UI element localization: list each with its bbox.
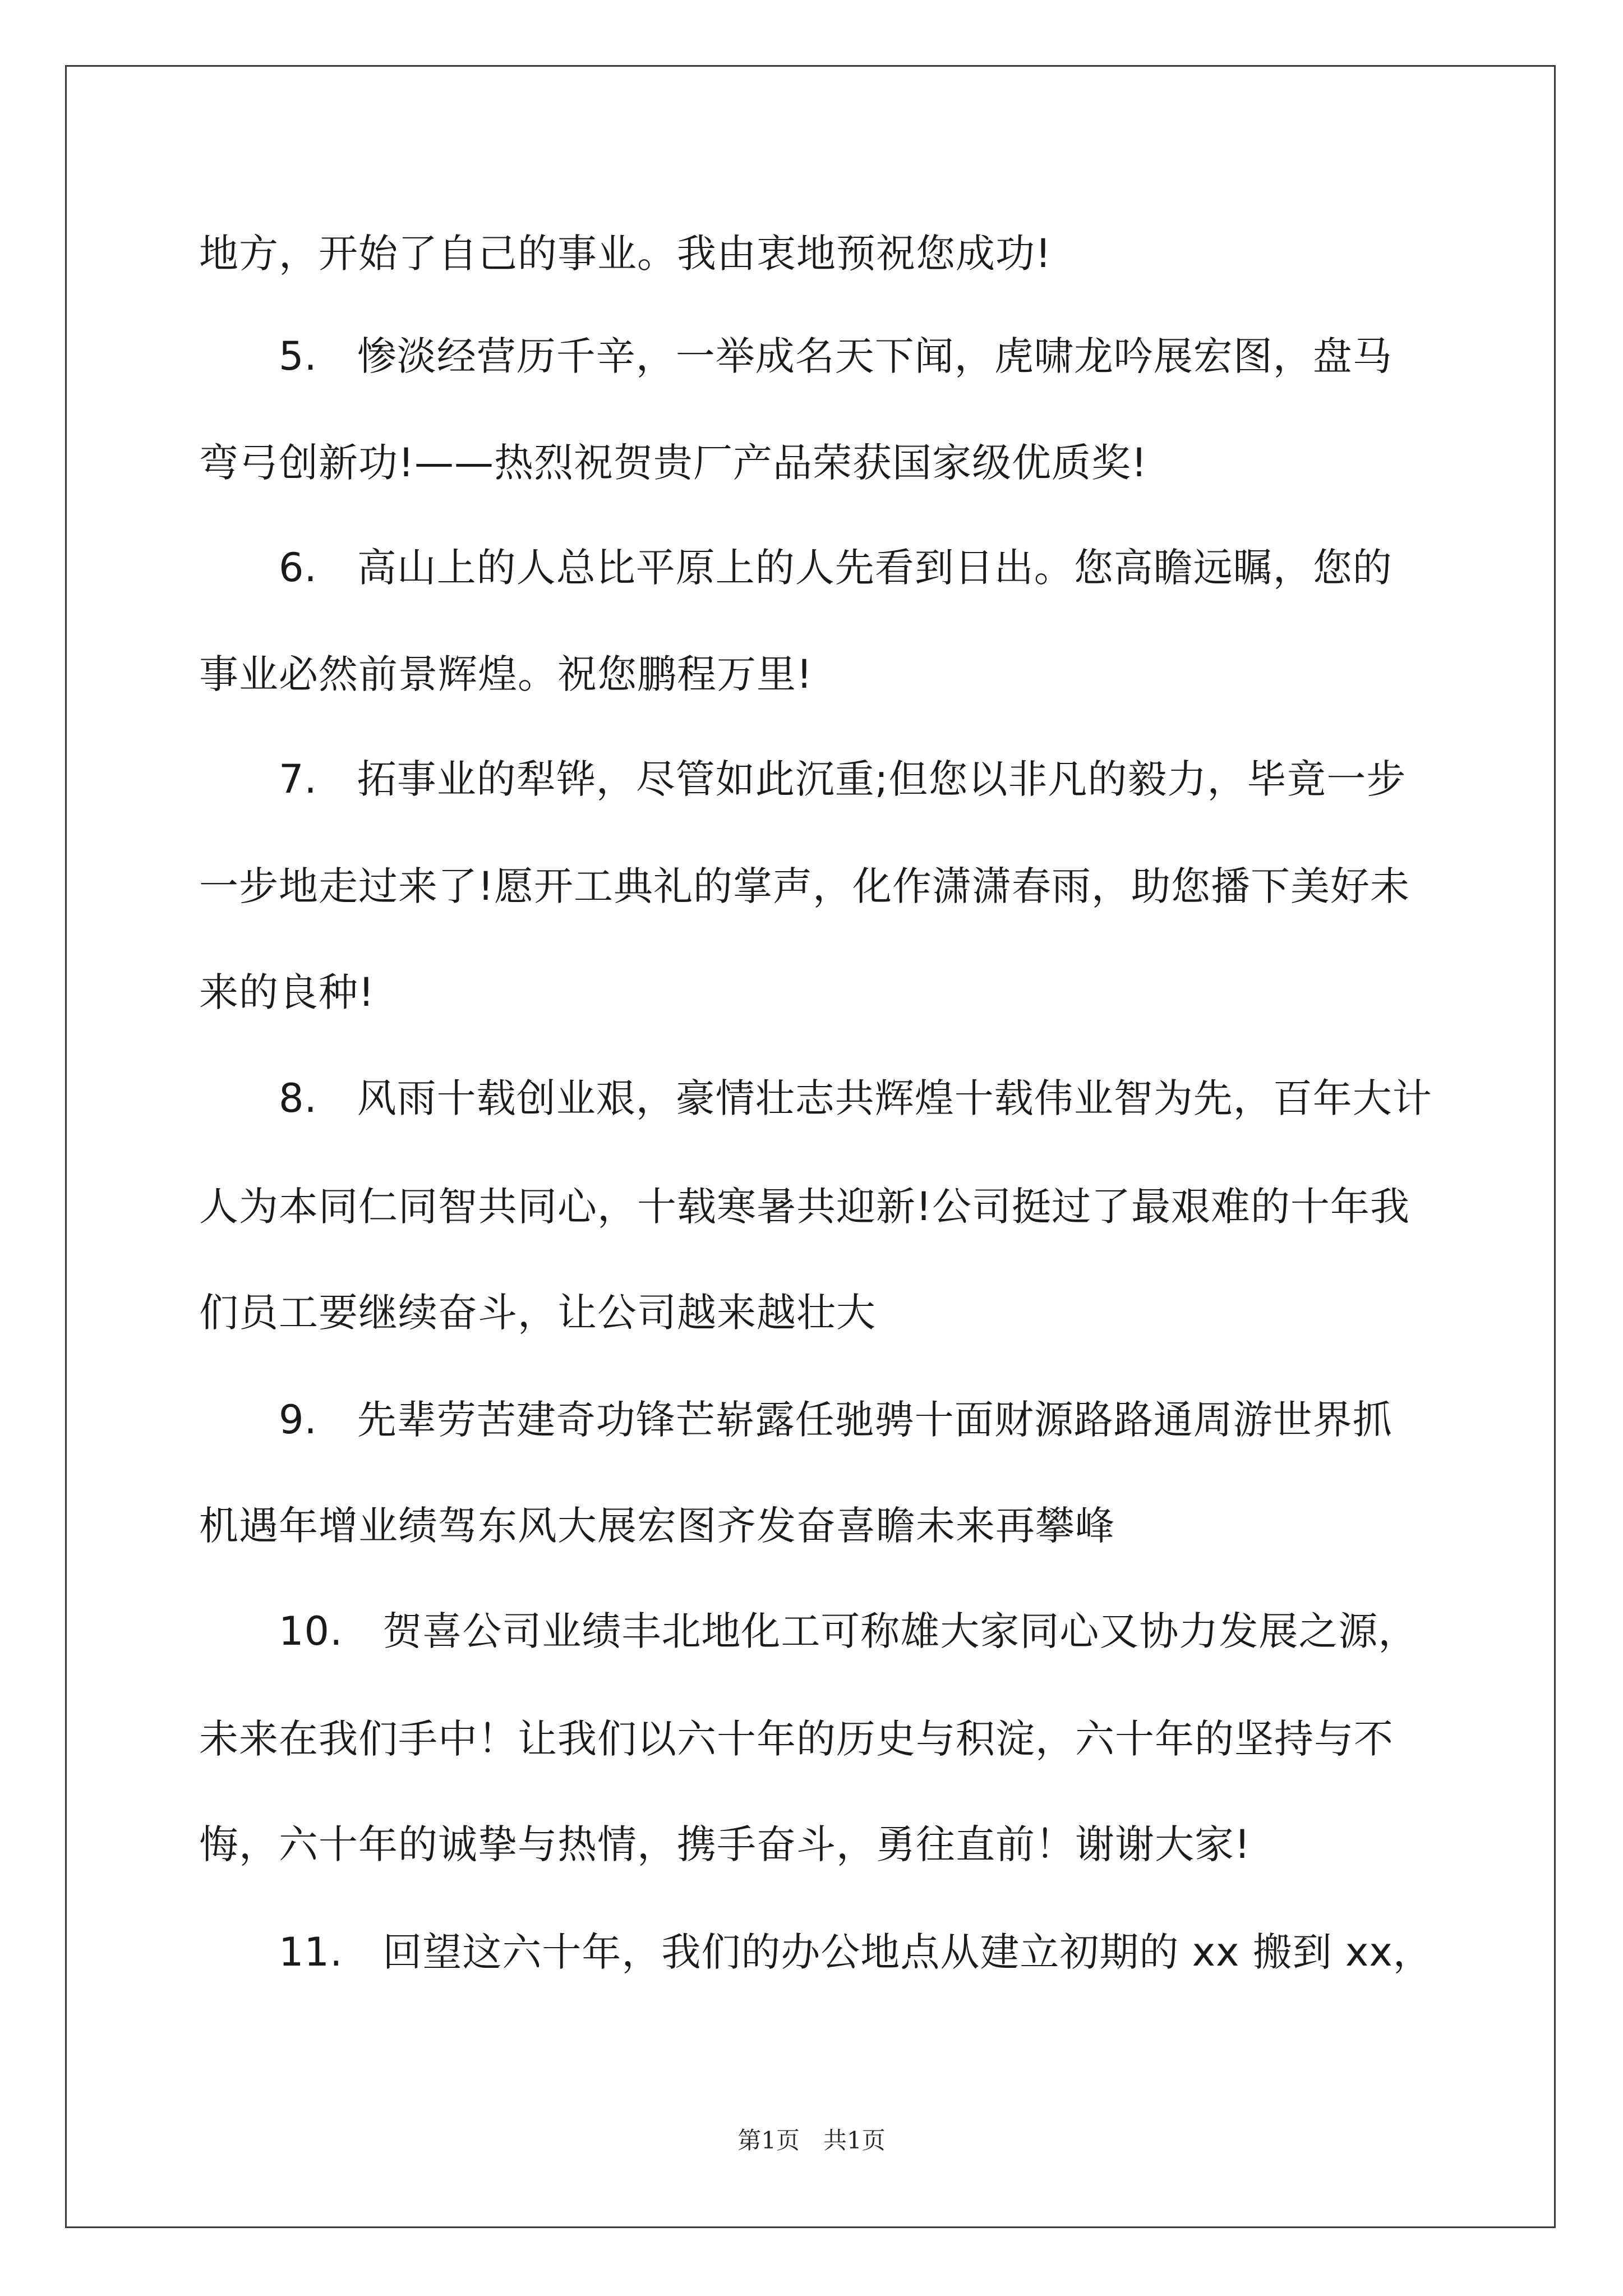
text-line-9: 8. 风雨十载创业艰，豪情壮志共辉煌十载伟业智为先，百年大计 <box>199 1075 1432 1121</box>
text-line-4: 6. 高山上的人总比平原上的人先看到日出。您高瞻远瞩，您的 <box>199 545 1393 591</box>
text-line-11: 们员工要继续奋斗，让公司越来越壮大 <box>199 1290 876 1336</box>
page-footer: 第1页 共1页 <box>737 2127 886 2154</box>
text-line-2: 5. 惨淡经营历千辛，一举成名天下闻，虎啸龙吟展宏图，盘马 <box>199 333 1393 379</box>
text-line-8: 来的良种! <box>199 969 375 1015</box>
text-line-3: 弯弓创新功!——热烈祝贺贵厂产品荣获国家级优质奖! <box>199 440 1148 486</box>
page-border <box>65 65 1556 2228</box>
text-line-10: 人为本同仁同智共同心，十载寒暑共迎新!公司挺过了最艰难的十年我 <box>199 1184 1410 1230</box>
text-line-17: 11. 回望这六十年，我们的办公地点从建立初期的 xx 搬到 xx， <box>199 1929 1433 1975</box>
text-line-12: 9. 先辈劳苦建奇功锋芒崭露任驰骋十面财源路路通周游世界抓 <box>199 1397 1393 1443</box>
text-line-16: 悔，六十年的诚挚与热情，携手奋斗，勇往直前！谢谢大家! <box>199 1821 1251 1867</box>
text-line-15: 未来在我们手中！让我们以六十年的历史与积淀，六十年的坚持与不 <box>199 1716 1394 1762</box>
text-line-1: 地方，开始了自己的事业。我由衷地预祝您成功! <box>199 231 1052 277</box>
text-line-6: 7. 拓事业的犁铧，尽管如此沉重;但您以非凡的毅力，毕竟一步 <box>199 756 1407 802</box>
text-line-5: 事业必然前景辉煌。祝您鹏程万里! <box>199 651 813 697</box>
text-line-13: 机遇年增业绩驾东风大展宏图齐发奋喜瞻未来再攀峰 <box>199 1503 1115 1549</box>
text-line-7: 一步地走过来了!愿开工典礼的掌声，化作潇潇春雨，助您播下美好未 <box>199 863 1410 909</box>
text-line-14: 10. 贺喜公司业绩丰北地化工可称雄大家同心又协力发展之源， <box>199 1608 1418 1654</box>
